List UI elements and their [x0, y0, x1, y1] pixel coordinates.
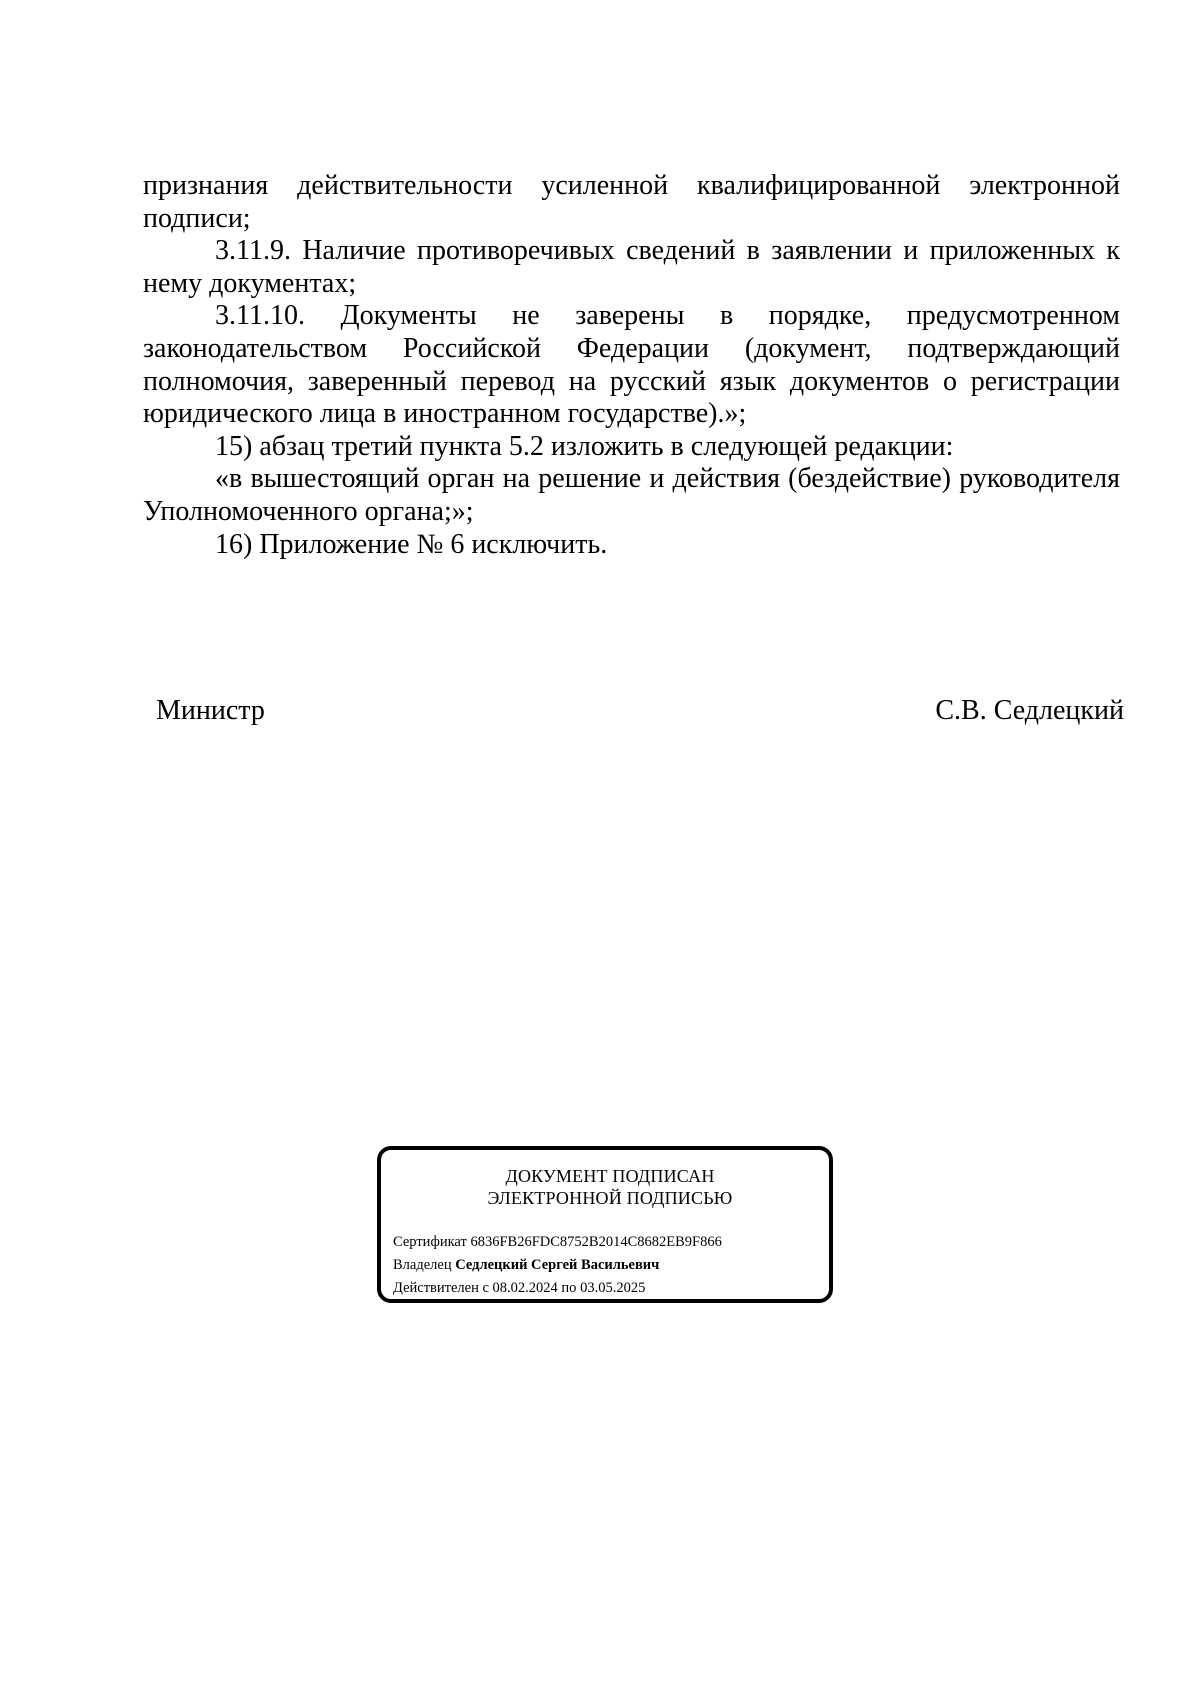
stamp-owner-line — [393, 1254, 823, 1277]
paragraph-3: 3.11.10. Документы не заверены в порядке, предусмотренном законодательством Российской Федерации (документ, подтверждающий полномочия, заверенный перевод на русский язык документов о регистрации юридического лица в иностранном государстве).»; — [143, 300, 1120, 430]
valid-to: 03.05.2025 — [580, 1280, 646, 1296]
valid-from: 08.02.2024 — [492, 1280, 558, 1296]
owner-value: Седлецкий Сергей Васильевич — [455, 1257, 660, 1273]
valid-to-label: по — [561, 1280, 577, 1296]
paragraph-2: 3.11.9. Наличие противоречивых сведений в заявлении и приложенных к нему документах; — [143, 235, 1120, 299]
paragraph-4: 15) абзац третий пункта 5.2 изложить в следующей редакции: — [215, 430, 954, 462]
owner-label: Владелец — [393, 1257, 452, 1273]
stamp-title-line-1: ДОКУМЕНТ ПОДПИСАН — [505, 1166, 715, 1186]
certificate-value: 6836FB26FDC8752B2014C8682EB9F866 — [470, 1234, 722, 1250]
signature-block — [156, 695, 1124, 727]
paragraph-6: 16) Приложение № 6 исключить. — [215, 528, 608, 560]
stamp-title — [381, 1165, 829, 1209]
electronic-signature-stamp — [377, 1146, 833, 1303]
paragraph-5: «в вышестоящий орган на решение и действия (бездействие) руководителя Уполномоченного органа;»; — [143, 463, 1120, 527]
stamp-validity-line — [393, 1277, 823, 1300]
paragraph-1: признания действительности усиленной квалифицированной электронной подписи; — [143, 170, 1120, 234]
document-body — [143, 170, 1120, 561]
signer-name: С.В. Седлецкий — [935, 695, 1124, 726]
certificate-label: Сертификат — [393, 1234, 467, 1250]
stamp-certificate-line — [393, 1231, 823, 1254]
valid-label: Действителен с — [393, 1280, 489, 1296]
signer-position: Министр — [156, 695, 265, 726]
stamp-title-line-2: ЭЛЕКТРОННОЙ ПОДПИСЬЮ — [487, 1188, 733, 1208]
stamp-details — [393, 1231, 823, 1300]
